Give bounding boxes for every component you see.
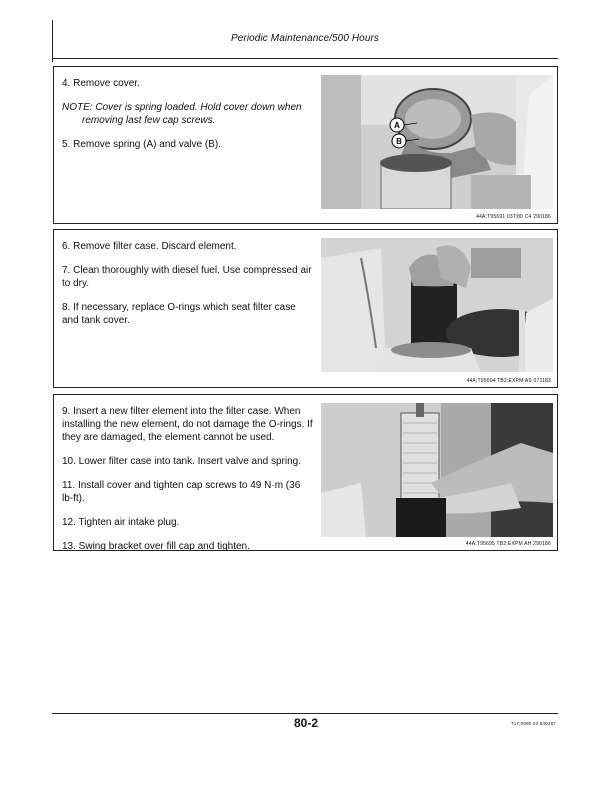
photo-caption-3: 44A;T95695 TB2;EXPM AH 290186	[465, 541, 551, 547]
note-text-line1: Cover is spring loaded. Hold cover down when	[95, 102, 302, 113]
footer-rule	[52, 713, 558, 714]
procedure-section-2	[53, 229, 558, 388]
procedure-section-1	[53, 66, 558, 224]
photo-insert-filter-element-illustration	[321, 403, 553, 537]
section-1-text	[62, 77, 314, 162]
photo-remove-cover-illustration	[321, 75, 553, 209]
step-4: 4. Remove cover.	[62, 78, 140, 89]
photo-insert-filter-element	[321, 403, 553, 537]
step-7: 7. Clean thoroughly with diesel fuel. Use compressed air to dry.	[62, 265, 312, 289]
step-12: 12. Tighten air intake plug.	[62, 517, 180, 528]
running-head-title: Periodic Maintenance/500 Hours	[230, 33, 380, 44]
note-label: NOTE:	[62, 102, 93, 113]
step-13: 13. Swing bracket over fill cap and tighten.	[62, 541, 250, 552]
step-10: 10. Lower filter case into tank. Insert valve and spring.	[62, 456, 302, 467]
note	[62, 101, 314, 127]
photo-remove-filter-case-illustration	[321, 238, 553, 372]
section-2-text	[62, 240, 314, 338]
note-text-line2: removing last few cap screws.	[82, 115, 216, 126]
step-8: 8. If necessary, replace O-rings which seat filter case and tank cover.	[62, 302, 296, 326]
photo-caption-1: 44A;T95691 03T;80 C4 290186	[476, 214, 551, 220]
header-rule	[52, 58, 558, 59]
callout-a: A	[394, 121, 400, 130]
step-9: 9. Insert a new filter element into the filter case. When installing the new element, do not damage the O-rings. If they are damaged, the element cannot be used.	[62, 406, 313, 443]
page-number: 80-2	[293, 716, 319, 730]
photo-caption-2: 44A;T95694 TB2;EXPM AS 071183	[466, 378, 551, 384]
document-code: T17;0080 03 940287	[510, 721, 556, 726]
callout-b: B	[396, 137, 402, 146]
step-6: 6. Remove filter case. Discard element.	[62, 241, 237, 252]
photo-remove-cover	[321, 75, 553, 209]
procedure-section-3	[53, 394, 558, 551]
step-11: 11. Install cover and tighten cap screws to 49 N·m (36 lb-ft).	[62, 480, 301, 504]
step-5: 5. Remove spring (A) and valve (B).	[62, 139, 221, 150]
photo-remove-filter-case	[321, 238, 553, 372]
section-3-text	[62, 405, 314, 564]
